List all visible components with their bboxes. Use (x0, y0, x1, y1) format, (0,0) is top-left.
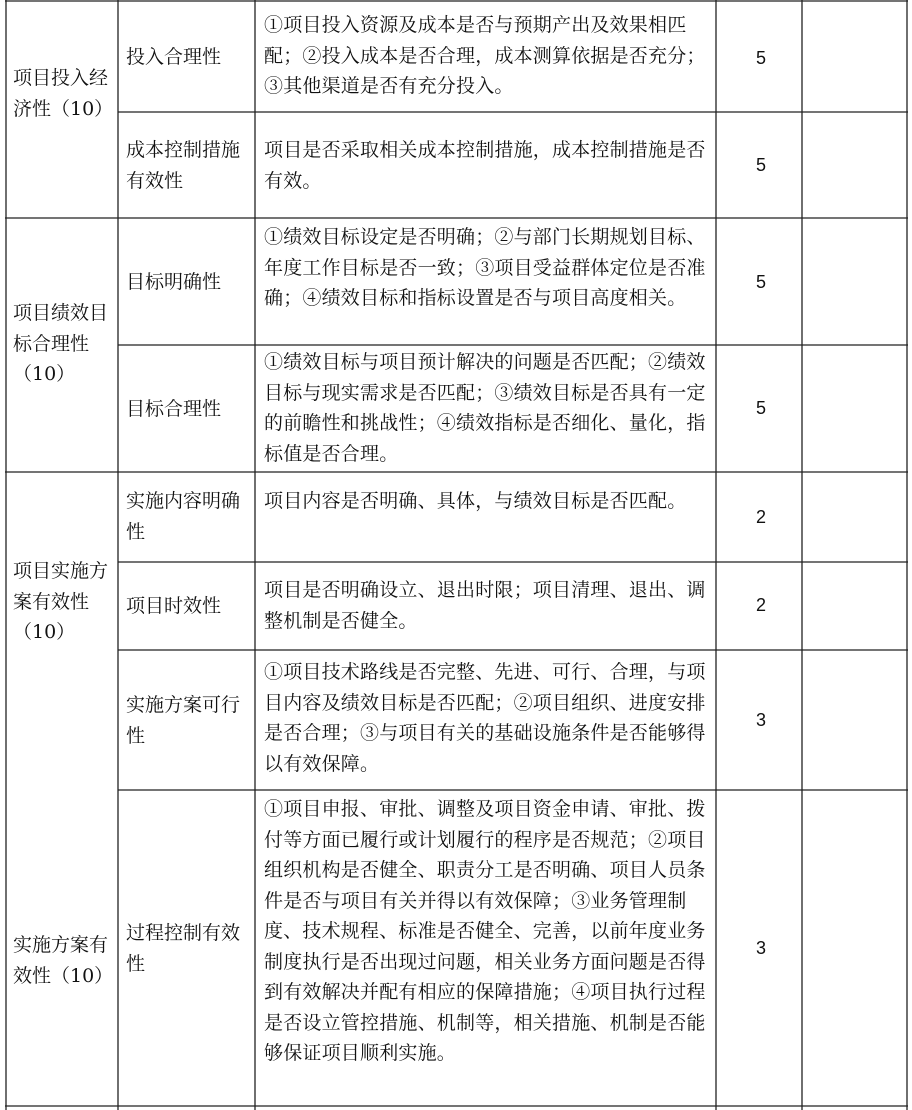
description-cell: ①绩效目标设定是否明确；②与部门长期规划目标、年度工作目标是否一致；③项目受益群体定位是否准确；④绩效目标和指标设置是否与项目高度相关。 (264, 226, 706, 309)
description-cell: ①项目技术路线是否完整、先进、可行、合理，与项目内容及绩效目标是否匹配；②项目组织、进度安排是否合理；③与项目有关的基础设施条件是否能够得以有效保障。 (264, 661, 706, 775)
description-cell: ①绩效目标与项目预计解决的问题是否匹配；②绩效目标与现实需求是否匹配；③绩效目标是否具有一定的前瞻性和挑战性；④绩效指标是否细化、量化，指标值是否合理。 (264, 351, 706, 465)
subcategory-cell: 实施方案可行性 (126, 694, 241, 747)
score-cell: 3 (755, 938, 766, 958)
score-cell: 2 (755, 595, 766, 615)
subcategory-cell: 成本控制措施有效性 (126, 139, 241, 192)
description-cell: 项目内容是否明确、具体，与绩效目标是否匹配。 (264, 490, 687, 512)
score-cell: 5 (755, 48, 766, 68)
subcategory-cell: 项目时效性 (126, 595, 222, 617)
subcategory-cell: 投入合理性 (126, 46, 222, 68)
subcategory-cell: 过程控制有效性 (126, 922, 241, 975)
subcategory-cell: 实施内容明确性 (126, 490, 241, 543)
subcategory-cell: 目标合理性 (126, 398, 222, 420)
evaluation-table (5, 0, 908, 1110)
category-cell: 实施方案有效性（10） (13, 934, 114, 987)
category-cell: 项目投入经济性（10） (13, 67, 114, 120)
score-cell: 3 (755, 710, 766, 730)
score-cell: 5 (755, 155, 766, 175)
category-cell: 项目实施方案有效性（10） (13, 560, 109, 643)
description-cell: ①项目申报、审批、调整及项目资金申请、审批、拨付等方面已履行或计划履行的程序是否规范；②项目组织机构是否健全、职责分工是否明确、项目人员条件是否与项目有关并得以有效保障；③业务管理制度、技术规程、标准是否健全、完善，以前年度业务制度执行是否出现过问题，相关业务方面问题是否得到有效解决并配有相应的保障措施；④项目执行过程是否设立管控措施、机制等，相关措施、机制是否能够保证项目顺利实施。 (264, 798, 706, 1064)
description-cell: ①项目投入资源及成本是否与预期产出及效果相匹配；②投入成本是否合理，成本测算依据是否充分；③其他渠道是否有充分投入。 (264, 14, 706, 97)
category-cell: 项目绩效目标合理性（10） (13, 302, 109, 385)
score-cell: 5 (755, 272, 766, 292)
description-cell: 项目是否明确设立、退出时限；项目清理、退出、调整机制是否健全。 (264, 579, 706, 632)
subcategory-cell: 目标明确性 (126, 271, 222, 293)
score-cell: 2 (755, 507, 766, 527)
score-cell: 5 (755, 398, 766, 418)
description-cell: 项目是否采取相关成本控制措施，成本控制措施是否有效。 (264, 139, 706, 192)
